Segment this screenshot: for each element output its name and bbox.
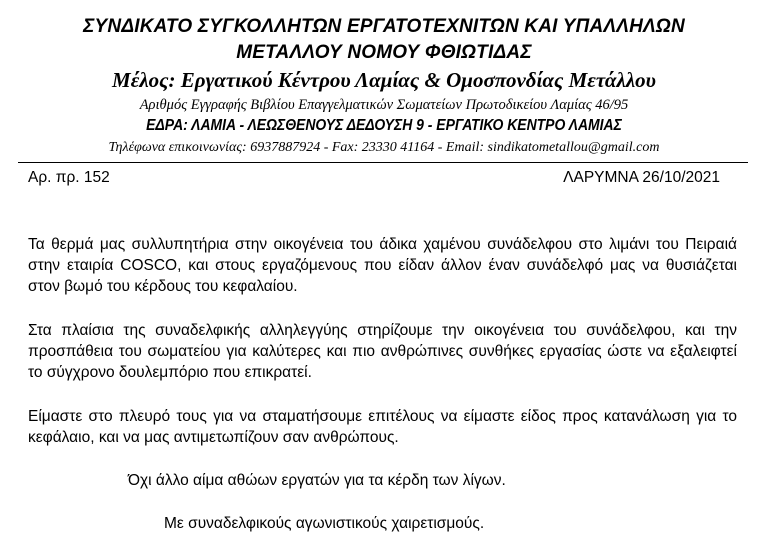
registration-line: Αριθμός Εγγραφής Βιβλίου Επαγγελματικών Σωματείων Πρωτοδικείου Λαμίας 46/95 xyxy=(139,97,629,113)
membership-line: Μέλος: Εργατικού Κέντρου Λαμίας & Ομοσπονδίας Μετάλλου xyxy=(112,68,656,92)
slogan-line: Όχι άλλο αίμα αθώων εργατών για τα κέρδη των λίγων. xyxy=(128,472,506,489)
union-name-line1: ΣΥΝΔΙΚΑΤΟ ΣΥΓΚΟΛΛΗΤΩΝ ΕΡΓΑΤΟΤΕΧΝΙΤΩΝ ΚΑΙ ΥΠΑΛΛΗΛΩΝ xyxy=(83,16,685,37)
union-name-line2: ΜΕΤΑΛΛΟΥ ΝΟΜΟΥ ΦΘΙΩΤΙΔΑΣ xyxy=(236,42,532,63)
protocol-number: Αρ. πρ. 152 xyxy=(28,169,110,186)
seat-line: ΕΔΡΑ: ΛΑΜΙΑ - ΛΕΩΣΘΕΝΟΥΣ ΔΕΔΟΥΣΗ 9 - ΕΡΓΑΤΙΚΟ ΚΕΝΤΡΟ ΛΑΜΙΑΣ xyxy=(146,117,622,134)
contact-line: Τηλέφωνα επικοινωνίας: 6937887924 - Fax: 23330 41164 - Email: sindikatometallou@gmail.com xyxy=(108,140,660,155)
place-date: ΛΑΡΥΜΝΑ 26/10/2021 xyxy=(563,169,720,186)
body-paragraph-1: Τα θερμά μας συλλυπητήρια στην οικογένεια του άδικα χαμένου συνάδελφου στο λιμάνι του Πειραιά στην εταιρία COSCO, και στους εργαζόμενους που είδαν άλλον έναν συνάδελφό μας να θυσιάζεται στον βωμό του κέρδους του κεφαλαίου. xyxy=(28,236,737,295)
body-paragraph-3: Είμαστε στο πλευρό τους για να σταματήσουμε επιτέλους να είμαστε είδος προς κατανάλωση για το κεφάλαιο, και να μας αντιμετωπίζουν σαν ανθρώπους. xyxy=(28,408,737,446)
closing-line: Με συναδελφικούς αγωνιστικούς χαιρετισμούς. xyxy=(164,515,485,532)
body-paragraph-2: Στα πλαίσια της συναδελφικής αλληλεγγύης στηρίζουμε την οικογένεια του συνάδελφου, και την προσπάθεια του σωματείου για καλύτερες και πιο ανθρώπινες συνθήκες εργασίας ώστε να εξαλειφτεί το σύγχρονο δουλεμπόριο που επικρατεί. xyxy=(28,322,737,381)
header-divider xyxy=(18,162,748,163)
